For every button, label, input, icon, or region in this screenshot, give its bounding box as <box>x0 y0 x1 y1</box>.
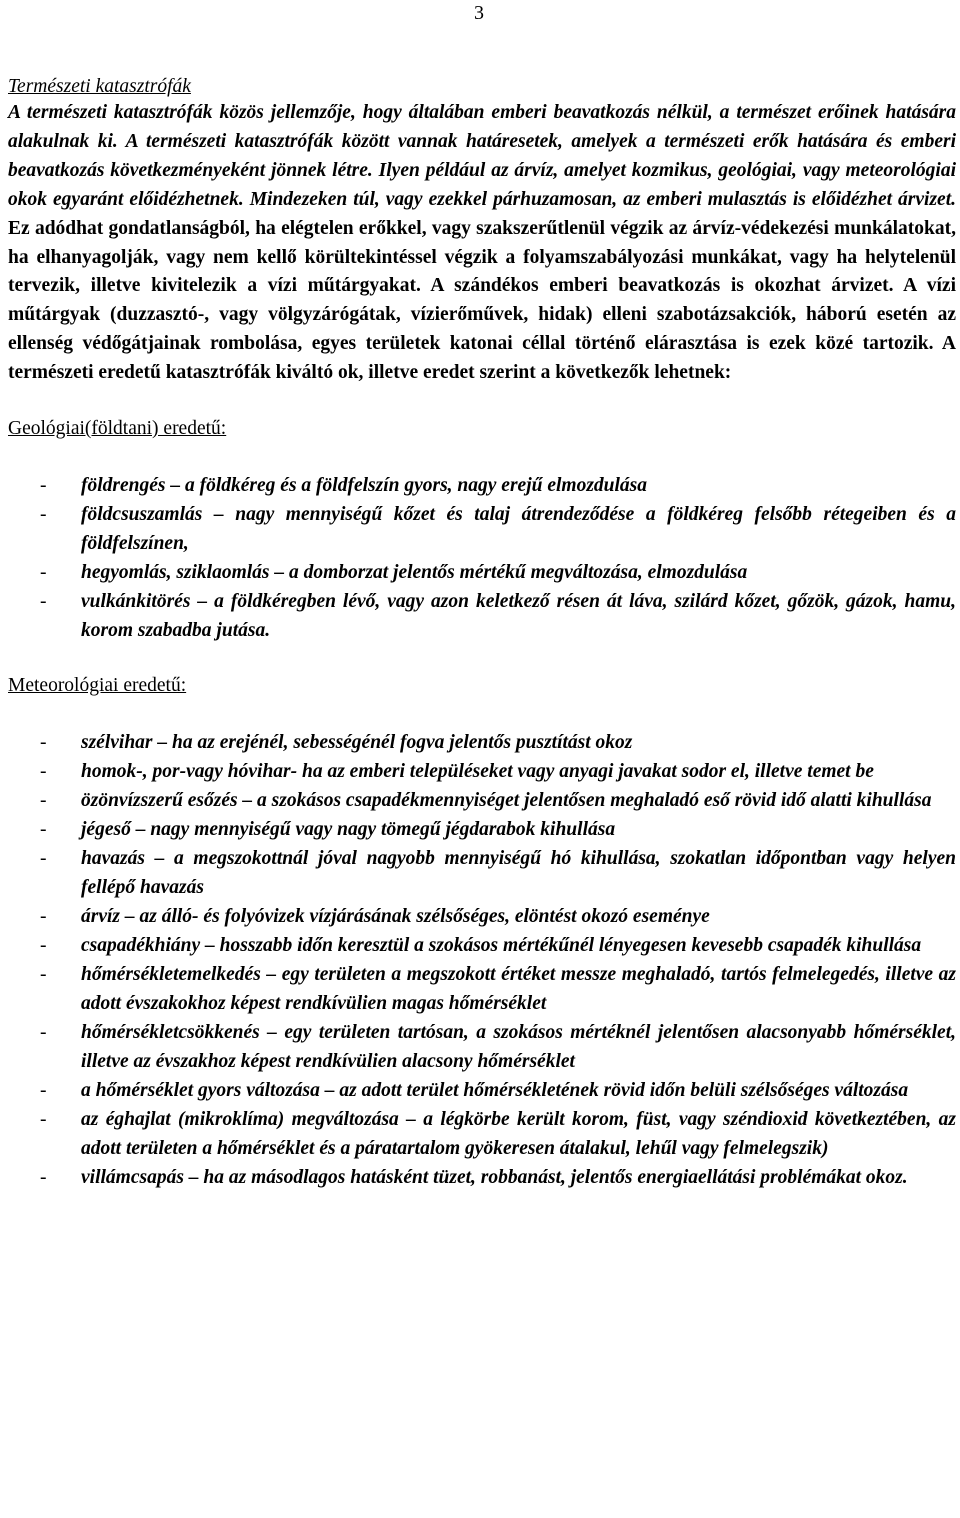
page-number: 3 <box>474 2 484 24</box>
list-item: - homok-, por-vagy hóvihar- ha az emberi településeket vagy anyagi javakat sodor el, illetve temet be <box>8 757 956 786</box>
dash-marker: - <box>40 819 47 841</box>
dash-marker: - <box>40 475 47 497</box>
dash-marker: - <box>40 964 47 986</box>
dash-marker: - <box>40 935 47 957</box>
intro-bold-text: Ez adódhat gondatlanságból, ha elégtelen erőkkel, vagy szakszerűtlenül végzik az árvíz-védekezési munkálatokat, ha elhanyagolják, vagy nem kellő körültekintéssel végzik a folyamszabályozási munkákat, vagy ha helytelenül tervezik, illetve kivitelezik a vízi műtárgyakat. A szándékos emberi beavatkozás is okozhat árvizet. A vízi műtárgyak (duzzasztó-, vagy völgyzárógátak, vízierőművek, hidak) elleni szabotázsakciók, háború esetén az ellenség védőgátjainak rombolása, egyes területek katonai céllal történő elárasztása is ezek közé tartozik. A természeti eredetű katasztrófák kiváltó ok, illetve eredet szerint a következők lehetnek: <box>8 217 956 384</box>
intro-paragraph <box>8 99 956 388</box>
meteorological-list <box>8 728 956 1192</box>
list-item: - vulkánkitörés – a földkéregben lévő, vagy azon keletkező résen át láva, szilárd kőzet, gőzök, gázok, hamu, korom szabadba jutása. <box>8 587 956 645</box>
list-item: - hőmérsékletcsökkenés – egy területen tartósan, a szokásos mértéknél jelentősen alacsonyabb hőmérséklet, illetve az évszakhoz képest rendkívülien alacsony hőmérséklet <box>8 1018 956 1076</box>
list-item: - jégeső – nagy mennyiségű vagy nagy tömegű jégdarabok kihullása <box>8 815 956 844</box>
list-item: - árvíz – az álló- és folyóvizek vízjárásának szélsőséges, elöntést okozó eseménye <box>8 902 956 931</box>
dash-marker: - <box>40 591 47 613</box>
dash-marker: - <box>40 1022 47 1044</box>
dash-marker: - <box>40 1109 47 1131</box>
list-item: - csapadékhiány – hosszabb időn keresztül a szokásos mértékűnél lényegesen kevesebb csapadék kihullása <box>8 931 956 960</box>
list-item: - földrengés – a földkéreg és a földfelszín gyors, nagy erejű elmozdulása <box>8 471 956 500</box>
list-item: - a hőmérséklet gyors változása – az adott terület hőmérsékletének rövid időn belüli szélsőséges változása <box>8 1076 956 1105</box>
list-item: - szélvihar – ha az erejénél, sebességénél fogva jelentős pusztítást okoz <box>8 728 956 757</box>
list-item: - hegyomlás, sziklaomlás – a domborzat jelentős mértékű megváltozása, elmozdulása <box>8 558 956 587</box>
dash-marker: - <box>40 848 47 870</box>
dash-marker: - <box>40 790 47 812</box>
section-title: Természeti katasztrófák <box>8 76 191 97</box>
dash-marker: - <box>40 1080 47 1102</box>
document-body <box>8 74 956 1192</box>
intro-italic-text: A természeti katasztrófák közös jellemzője, hogy általában emberi beavatkozás nélkül, a természet erőinek hatására alakulnak ki. A természeti katasztrófák között vannak határesetek, amelyek a természeti erők hatására és emberi beavatkozás következményeként jönnek létre. Ilyen például az árvíz, amelyet kozmikus, geológiai, vagy meteorológiai okok egyaránt előidézhetnek. Mindezeken túl, vagy ezekkel párhuzamosan, az emberi mulasztás is előidézhet árvizet. <box>8 102 956 210</box>
dash-marker: - <box>40 562 47 584</box>
list-item: - havazás – a megszokottnál jóval nagyobb mennyiségű hó kihullása, szokatlan időpontban vagy helyen fellépő havazás <box>8 844 956 902</box>
meteorological-heading: Meteorológiai eredetű: <box>8 675 187 697</box>
dash-marker: - <box>40 504 47 526</box>
list-item: - villámcsapás – ha az másodlagos hatásként tüzet, robbanást, jelentős energiaellátási problémákat okoz. <box>8 1163 956 1192</box>
geological-heading: Geológiai(földtani) eredetű: <box>8 418 227 440</box>
dash-marker: - <box>40 1167 47 1189</box>
geological-list <box>8 471 956 645</box>
list-item: - földcsuszamlás – nagy mennyiségű kőzet és talaj átrendeződése a földkéreg felsőbb rétegeiben és a földfelszínen, <box>8 500 956 558</box>
dash-marker: - <box>40 761 47 783</box>
dash-marker: - <box>40 732 47 754</box>
dash-marker: - <box>40 906 47 928</box>
list-item: - hőmérsékletemelkedés – egy területen a megszokott értéket messze meghaladó, tartós felmelegedés, illetve az adott évszakokhoz képest rendkívülien magas hőmérséklet <box>8 960 956 1018</box>
list-item: - özönvízszerű esőzés – a szokásos csapadékmennyiséget jelentősen meghaladó eső rövid idő alatti kihullása <box>8 786 956 815</box>
list-item: - az éghajlat (mikroklíma) megváltozása – a légkörbe került korom, füst, vagy széndioxid következtében, az adott területen a hőmérséklet és a páratartalom gyökeresen átalakul, lehűl vagy felmelegszik) <box>8 1105 956 1163</box>
